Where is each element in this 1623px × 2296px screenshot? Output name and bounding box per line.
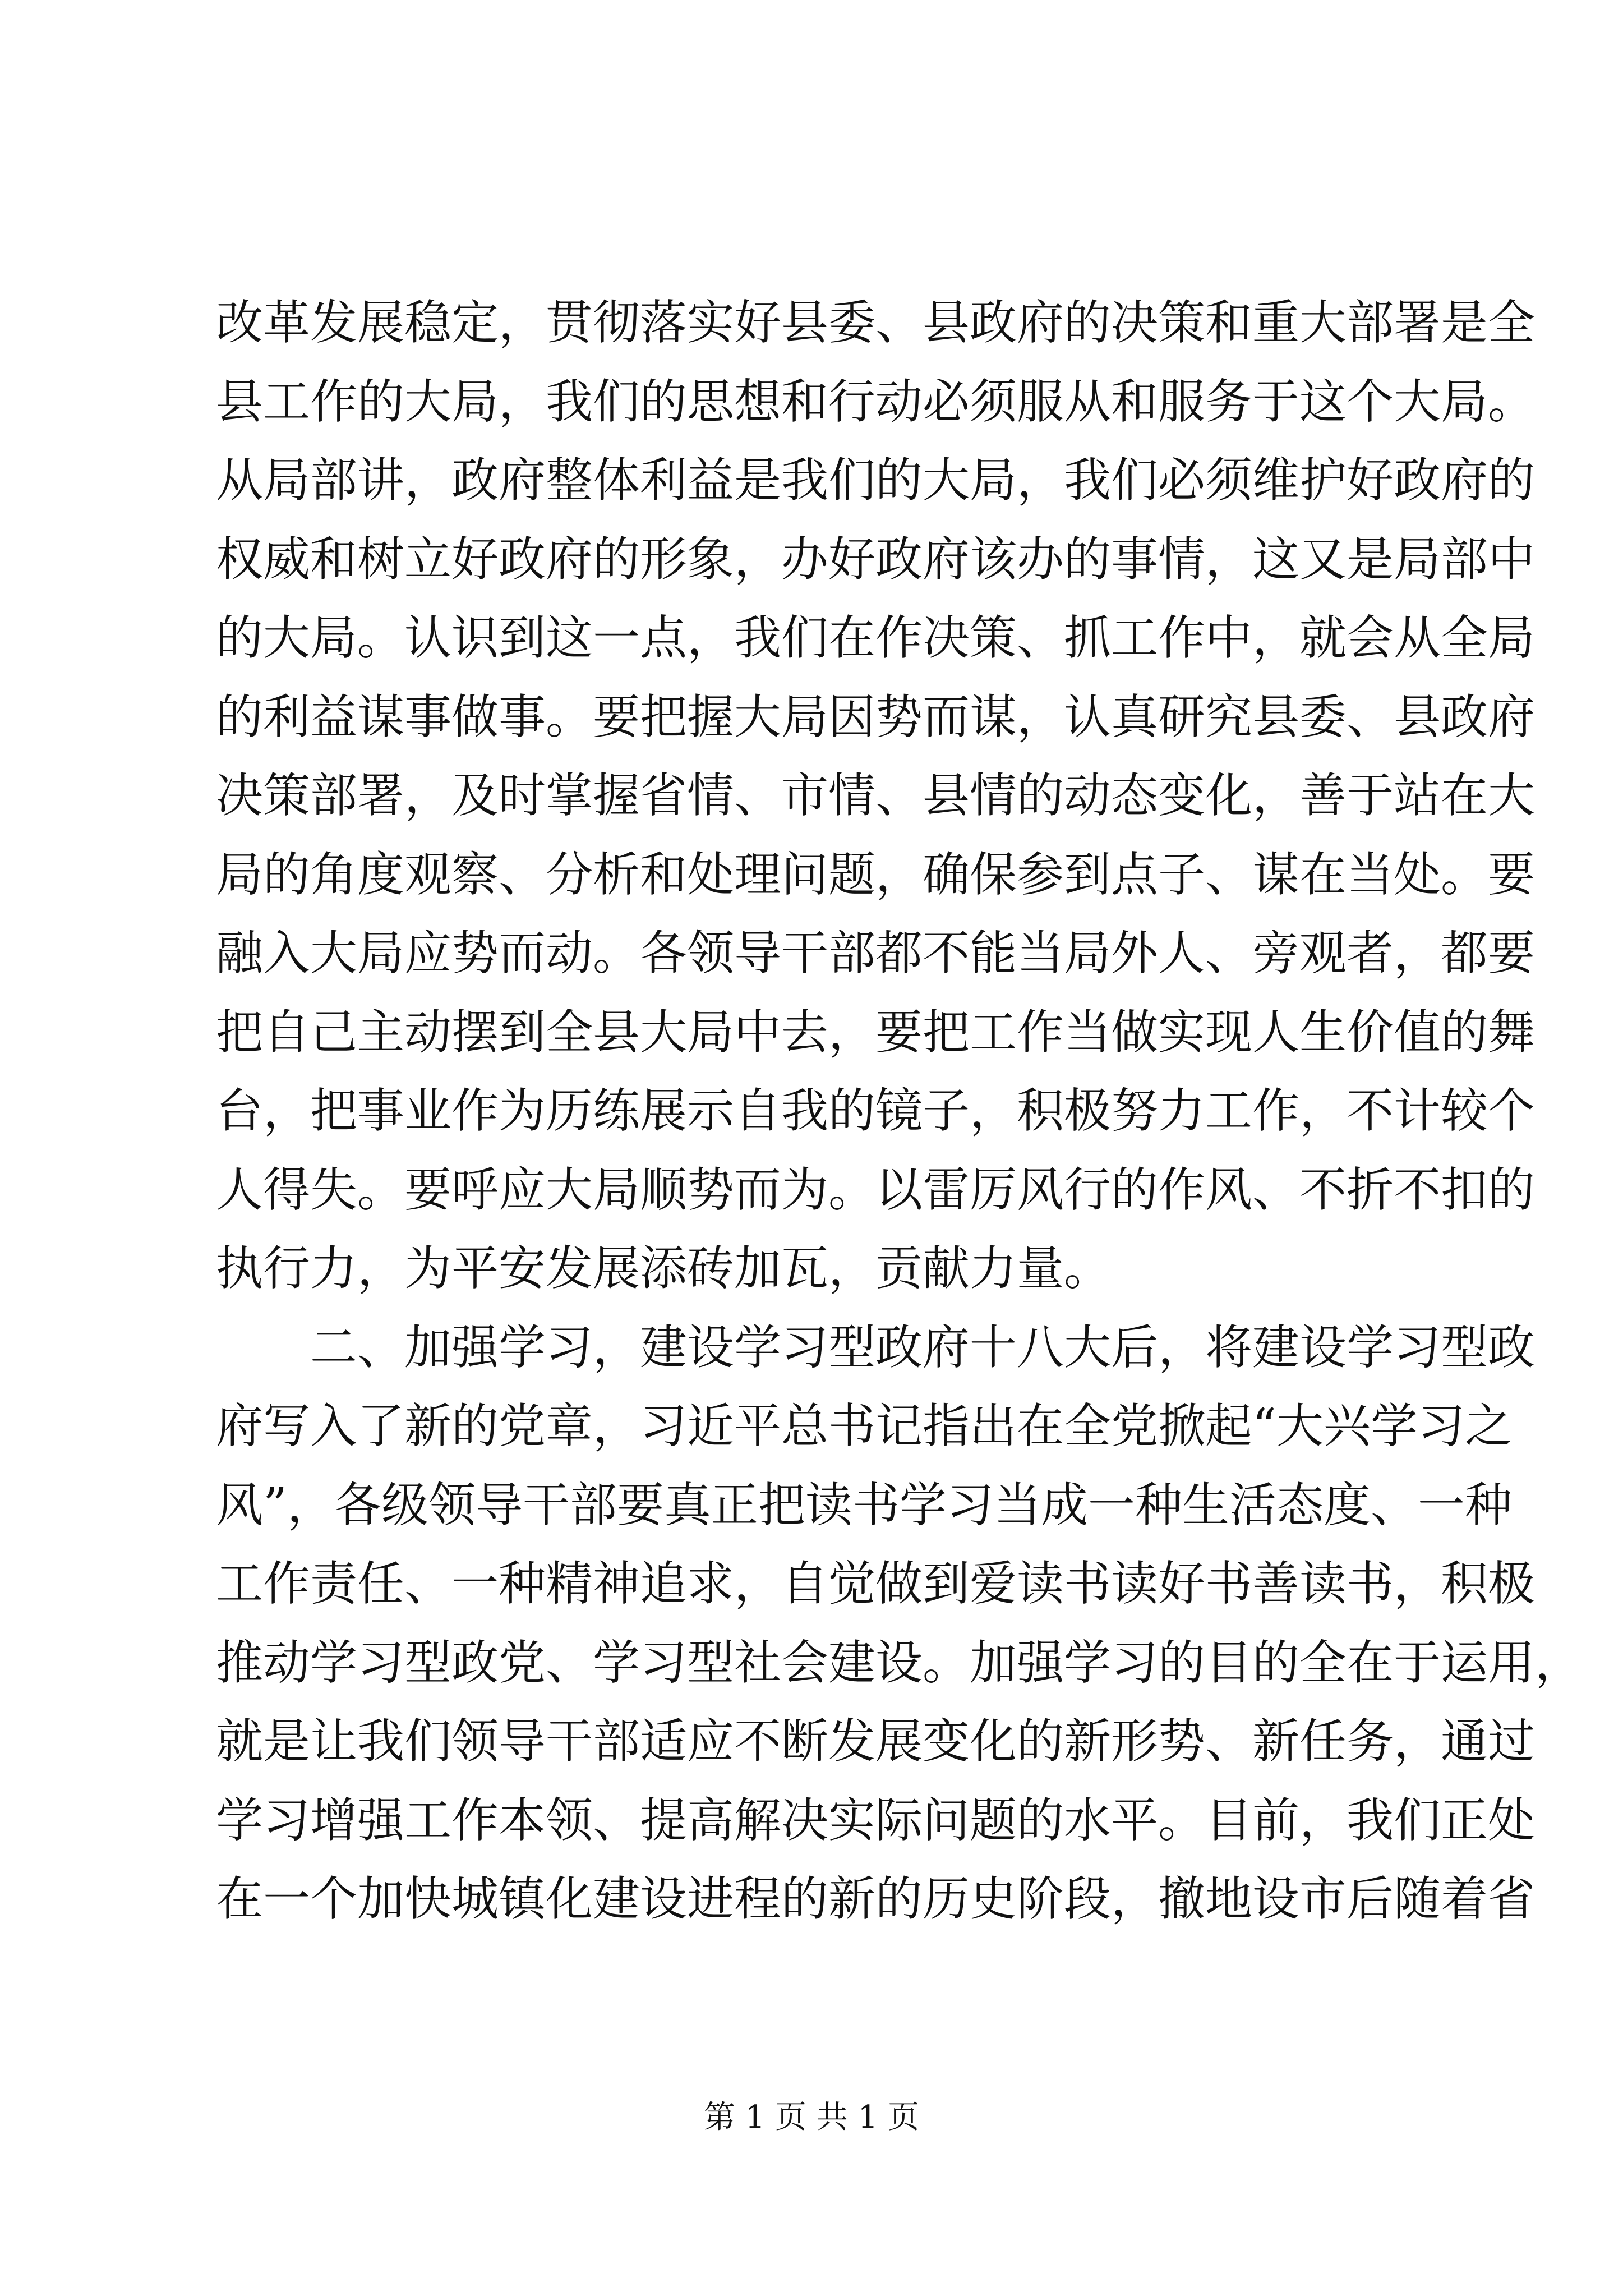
text-line: 决策部署，及时掌握省情、市情、县情的动态变化，善于站在大 [216, 768, 1536, 823]
paragraph-first-line: 二、加强学习，建设学习型政府十八大后，将建设学习型政 [310, 1319, 1536, 1375]
document-body [216, 283, 1583, 1939]
text-line: 局的角度观察、分析和处理问题，确保参到点子、谋在当处。要 [216, 846, 1536, 902]
text-line: 融入大局应势而动。各领导干部都不能当局外人、旁观者，都要 [216, 926, 1536, 981]
text-line: 人得失。要呼应大局顺势而为。以雷厉风行的作风、不折不扣的 [216, 1162, 1536, 1217]
text-line: 工作责任、一种精神追求，自觉做到爱读书读好书善读书，积极 [216, 1556, 1536, 1611]
text-line: 改革发展稳定，贯彻落实好县委、县政府的决策和重大部署是全 [216, 295, 1536, 350]
text-line: 台，把事业作为历练展示自我的镜子，积极努力工作，不计较个 [216, 1083, 1536, 1138]
text-line: 的大局。认识到这一点，我们在作决策、抓工作中，就会从全局 [216, 610, 1536, 665]
text-line: 就是让我们领导干部适应不断发展变化的新形势、新任务，通过 [216, 1714, 1536, 1769]
text-line: 的利益谋事做事。要把握大局因势而谋，认真研究县委、县政府 [216, 689, 1536, 744]
page-footer [0, 2092, 1623, 2137]
text-line: 学习增强工作本领、提高解决实际问题的水平。目前，我们正处 [216, 1792, 1536, 1848]
text-line: 把自己主动摆到全县大局中去，要把工作当做实现人生价值的舞 [216, 1004, 1536, 1060]
paragraph-end-line: 执行力，为平安发展添砖加瓦，贡献力量。 [216, 1241, 1112, 1296]
text-line: 权威和树立好政府的形象，办好政府该办的事情，这又是局部中 [216, 531, 1536, 587]
text-line: 县工作的大局，我们的思想和行动必须服从和服务于这个大局。 [216, 374, 1536, 429]
page-number-label: 第 1 页 共 1 页 [703, 2099, 920, 2136]
text-line: 从局部讲，政府整体利益是我们的大局，我们必须维护好政府的 [216, 453, 1536, 508]
text-line: 风”，各级领导干部要真正把读书学习当成一种生活态度、一种 [216, 1477, 1512, 1533]
text-line: 在一个加快城镇化建设进程的新的历史阶段，撤地设市后随着省 [216, 1871, 1536, 1926]
text-line: 推动学习型政党、学习型社会建设。加强学习的目的全在于运用， [216, 1635, 1583, 1690]
text-line: 府写入了新的党章，习近平总书记指出在全党掀起“大兴学习之 [216, 1398, 1512, 1453]
